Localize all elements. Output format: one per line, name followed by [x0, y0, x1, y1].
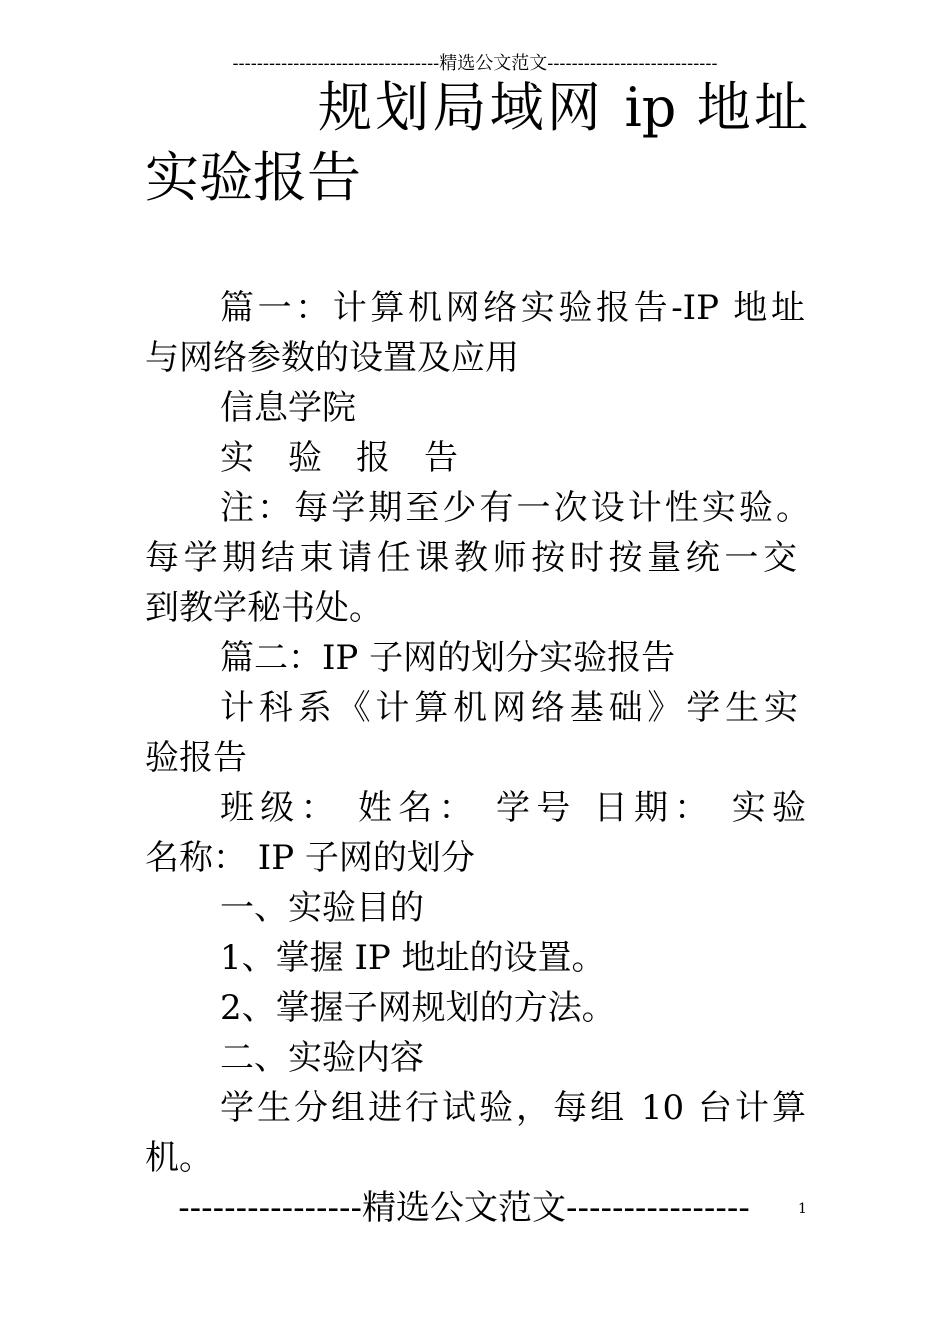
body-line-14: 1、掌握 IP 地址的设置。 [220, 938, 606, 978]
document-title-line-2: 实验报告 [145, 146, 361, 209]
body-line-5: 注：每学期至少有一次设计性实验。 [220, 488, 810, 528]
body-line-16: 二、实验内容 [220, 1038, 424, 1078]
body-line-12: 名称： IP 子网的划分 [145, 838, 475, 878]
document-title-line-1: 规划局域网 ip 地址 [318, 76, 808, 139]
body-line-3: 信息学院 [220, 388, 356, 428]
footer-banner: ----------------精选公文范文---------------- [178, 1188, 750, 1228]
body-line-9: 计科系《计算机网络基础》学生实 [220, 688, 798, 728]
body-line-15: 2、掌握子网规划的方法。 [220, 988, 616, 1028]
body-line-2: 与网络参数的设置及应用 [145, 338, 519, 378]
body-line-17: 学生分组进行试验，每组 10 台计算 [220, 1088, 806, 1128]
page-number: 1 [798, 1201, 807, 1217]
body-line-6: 每学期结束请任课教师按时按量统一交 [145, 538, 797, 578]
body-line-7: 到教学秘书处。 [145, 588, 383, 628]
body-line-13: 一、实验目的 [220, 888, 424, 928]
body-line-10: 验报告 [145, 738, 247, 778]
body-line-18: 机。 [145, 1138, 213, 1178]
header-banner: ----------------------------------精选公文范文---------------------------- [232, 53, 718, 74]
body-line-8: 篇二：IP 子网的划分实验报告 [220, 638, 676, 678]
body-line-11: 班级： 姓名： 学号 日期： 实验 [220, 788, 806, 828]
body-line-1: 篇一：计算机网络实验报告-IP 地址 [220, 288, 805, 328]
body-line-4: 实 验 报 告 [220, 438, 458, 478]
